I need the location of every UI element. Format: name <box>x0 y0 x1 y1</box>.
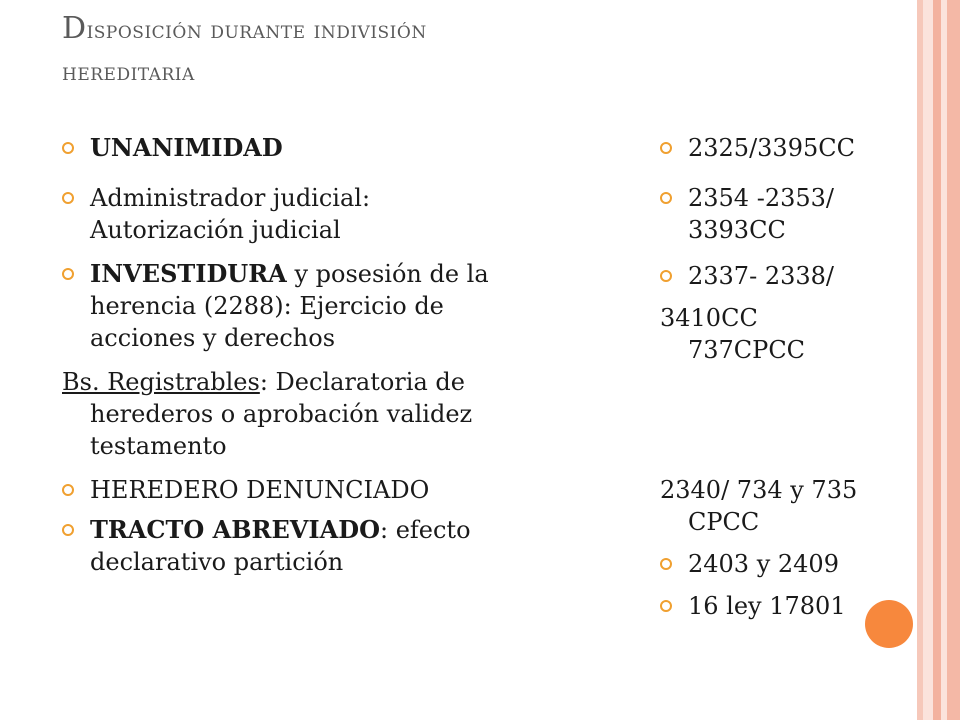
list-item <box>62 258 622 354</box>
bullet-icon <box>660 600 672 612</box>
list-item <box>62 132 622 164</box>
list-item <box>660 590 900 622</box>
stripe <box>933 0 941 720</box>
item-text-underlined: Bs. Registrables <box>62 368 260 396</box>
stripe <box>923 0 933 720</box>
item-text: 2403 y 2409 <box>688 550 839 578</box>
list-item <box>660 260 900 292</box>
bullet-icon <box>62 192 74 204</box>
title-line-1: Disposición durante indivisión <box>62 11 427 46</box>
item-text: 16 ley 17801 <box>688 592 846 620</box>
item-text: 2325/3395CC <box>688 134 855 162</box>
list-item <box>62 514 622 578</box>
title-line-2: hereditaria <box>62 58 195 86</box>
item-text-bold: TRACTO ABREVIADO <box>90 515 380 544</box>
list-item <box>62 182 622 246</box>
list-item <box>660 302 900 366</box>
item-text: 2340/ 734 y 735 <box>660 476 858 504</box>
right-column <box>660 132 900 622</box>
item-text: declarativo partición <box>90 548 344 576</box>
list-item <box>660 182 900 246</box>
list-item <box>660 474 900 538</box>
item-text: 3393CC <box>688 216 786 244</box>
item-text: HEREDERO DENUNCIADO <box>90 476 430 504</box>
left-column <box>62 132 622 578</box>
decorative-stripes <box>917 0 960 720</box>
list-item <box>660 132 900 164</box>
item-text: UNANIMIDAD <box>90 133 283 162</box>
item-text: herederos o aprobación validez <box>90 400 473 428</box>
slide-title <box>62 8 862 93</box>
bullet-icon <box>62 524 74 536</box>
bullet-icon <box>660 558 672 570</box>
item-text: : efecto <box>379 516 471 544</box>
list-item <box>62 366 622 462</box>
bullet-icon <box>62 142 74 154</box>
item-text: testamento <box>90 432 227 460</box>
bullet-icon <box>660 270 672 282</box>
item-text: CPCC <box>688 508 760 536</box>
item-text: 737CPCC <box>688 336 806 364</box>
item-text: 2354 -2353/ <box>688 184 834 212</box>
list-item <box>62 474 622 506</box>
item-text: Administrador judicial: <box>90 184 371 212</box>
bullet-icon <box>660 192 672 204</box>
item-text: y posesión de la <box>286 260 489 288</box>
item-text: : Declaratoria de <box>259 368 465 396</box>
bullet-icon <box>62 484 74 496</box>
item-text: herencia (2288): Ejercicio de <box>90 292 444 320</box>
item-text: 2337- 2338/ <box>688 262 834 290</box>
item-text: Autorización judicial <box>90 216 341 244</box>
stripe <box>947 0 960 720</box>
bullet-icon <box>62 268 74 280</box>
decorative-circle <box>865 600 913 648</box>
item-text: acciones y derechos <box>90 324 336 352</box>
list-item <box>660 548 900 580</box>
bullet-icon <box>660 142 672 154</box>
item-text-bold: INVESTIDURA <box>90 259 287 288</box>
item-text: 3410CC <box>660 304 758 332</box>
